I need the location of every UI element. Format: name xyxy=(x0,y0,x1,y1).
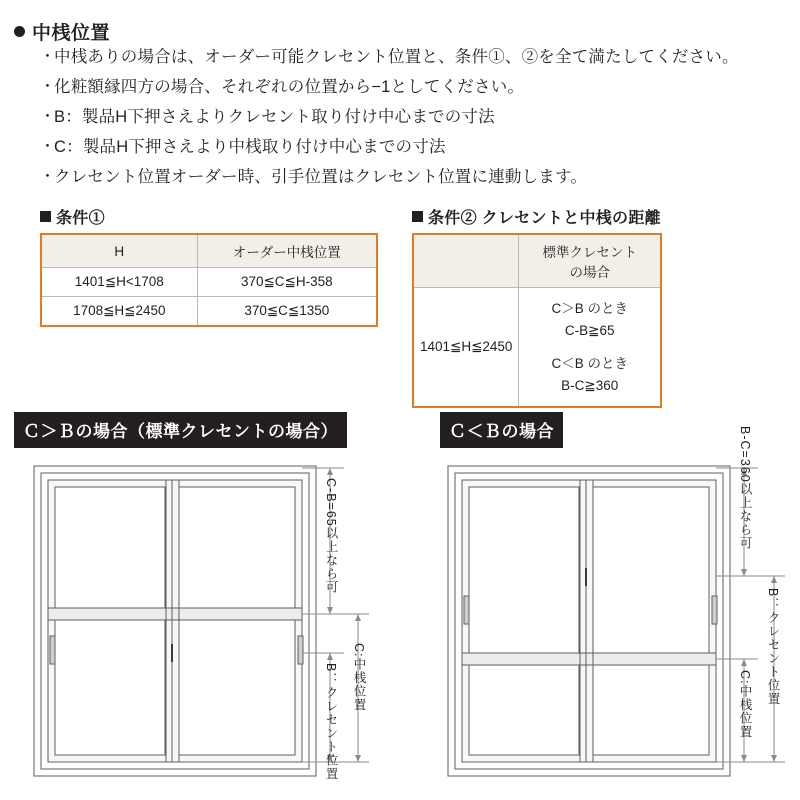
cell-h-range: 1401≦H≦2450 xyxy=(413,288,519,408)
condition2-table xyxy=(412,233,662,408)
cell-c-range: 370≦C≦H-358 xyxy=(197,268,377,297)
bullet-dot-icon xyxy=(14,26,25,37)
note-text: C：製品H下押さえより中桟取り付け中心までの寸法 xyxy=(54,137,446,156)
condition2-block xyxy=(412,205,662,408)
notes-list xyxy=(40,46,780,196)
table-header-row xyxy=(41,234,377,268)
note-bullet: ・ xyxy=(40,167,56,185)
figure-caption-right: Ｃ＜Ｂの場合 xyxy=(440,412,563,448)
page-title-text: 中桟位置 xyxy=(32,23,111,44)
figure-caption-left: Ｃ＞Ｂの場合（標準クレセントの場合） xyxy=(14,412,347,448)
page-title xyxy=(14,18,110,45)
cell-distance-conditions xyxy=(519,288,661,408)
condition2-heading-text: 条件② クレセントと中桟の距離 xyxy=(428,210,661,227)
case-line2: B-C≧360 xyxy=(561,377,619,393)
col-header-line1: 標準クレセント xyxy=(542,245,637,260)
case-line2: C-B≧65 xyxy=(564,322,615,338)
note-text: B：製品H下押さえよりクレセント取り付け中心までの寸法 xyxy=(54,107,495,126)
col-header-order-position: オーダー中桟位置 xyxy=(197,234,377,268)
list-item xyxy=(40,166,780,189)
condition1-block xyxy=(40,205,378,327)
col-header-standard-crescent xyxy=(519,234,661,288)
cell-c-range: 370≦C≦1350 xyxy=(197,297,377,327)
case-line1: C＞B のとき xyxy=(551,301,628,316)
case-line1: C＜B のとき xyxy=(551,356,628,372)
note-bullet: ・ xyxy=(40,77,56,95)
cell-h-range: 1708≦H≦2450 xyxy=(41,297,197,327)
case-c-less-b xyxy=(523,353,656,396)
condition2-heading xyxy=(412,205,662,228)
note-bullet: ・ xyxy=(40,48,56,65)
case-c-greater-b xyxy=(523,298,656,341)
table-row xyxy=(41,268,377,297)
condition1-heading xyxy=(40,205,378,228)
condition1-heading-text: 条件① xyxy=(56,210,105,227)
col-header-line2: の場合 xyxy=(569,265,610,280)
list-item xyxy=(40,136,780,159)
dim-label-c-middle: C:中桟位置 xyxy=(738,670,752,739)
dim-label-b-crescent: B：クレセント位置 xyxy=(766,588,780,706)
list-item xyxy=(40,46,780,69)
condition1-table xyxy=(40,233,378,327)
col-header-h: H xyxy=(41,234,197,268)
dim-label-c-minus-b: C-B=65以上なら可 xyxy=(324,478,338,595)
table-row xyxy=(413,288,661,408)
dim-label-b-crescent: B：クレセント位置 xyxy=(324,663,338,781)
dim-label-c-middle: C:中桟位置 xyxy=(352,643,366,712)
table-header-row xyxy=(413,234,661,288)
spacer xyxy=(523,341,656,353)
list-item xyxy=(40,76,780,99)
note-bullet: ・ xyxy=(40,107,56,125)
square-marker-icon xyxy=(40,211,51,222)
table-row xyxy=(41,297,377,327)
square-marker-icon xyxy=(412,211,423,222)
dim-label-b-minus-c: B-C=360以上なら可 xyxy=(738,426,752,551)
cell-h-range: 1401≦H<1708 xyxy=(41,268,197,297)
note-text: 中桟ありの場合は、オーダー可能クレセント位置と、条件①、②を全て満たしてください。 xyxy=(54,48,739,66)
note-text: 化粧額縁四方の場合、それぞれの位置から−1としてください。 xyxy=(54,77,525,96)
figure-left-drawing xyxy=(14,448,414,793)
note-text: クレセント位置オーダー時、引手位置はクレセント位置に連動します。 xyxy=(54,167,588,186)
col-header-blank xyxy=(413,234,519,288)
note-bullet: ・ xyxy=(40,137,56,155)
list-item xyxy=(40,106,780,129)
